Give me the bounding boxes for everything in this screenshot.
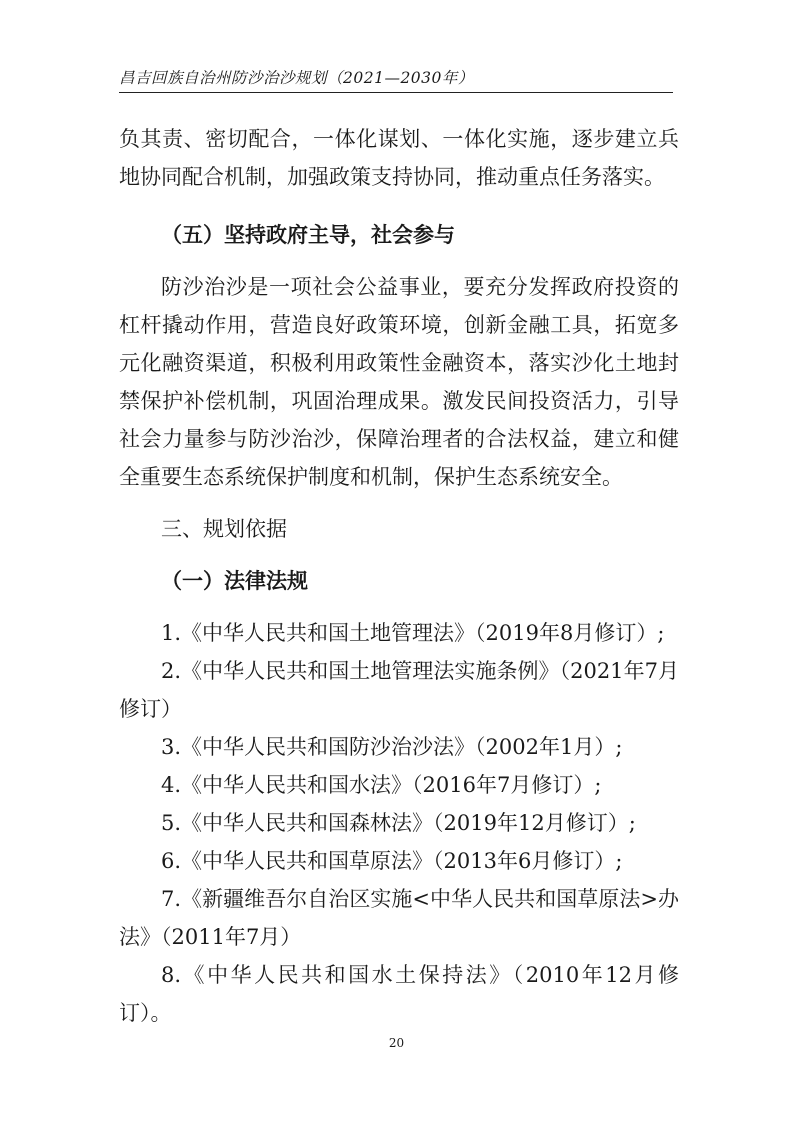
laws-list	[119, 614, 679, 1032]
section-three-heading: 三、规划依据	[161, 517, 287, 541]
heading-five: （五）坚持政府主导，社会参与	[161, 222, 455, 247]
list-item: 3.《中华人民共和国防沙治沙法》（2002年1月）;	[161, 735, 623, 759]
list-item: 6.《中华人民共和国草原法》（2013年6月修订）;	[161, 849, 623, 873]
page-number: 20	[388, 1036, 405, 1050]
list-item: 7.《新疆维吾尔自治区实施<中华人民共和国草原法>办法》（2011年7月）	[119, 887, 679, 949]
list-item: 8.《中华人民共和国水土保持法》（2010年12月修订）。	[119, 963, 679, 1025]
subsection-one-heading: （一）法律法规	[161, 568, 308, 593]
paragraph-five: 防沙治沙是一项社会公益事业，要充分发挥政府投资的杠杆撬动作用，营造良好政策环境，创新金融工具，拓宽多元化融资渠道，积极利用政策性金融资本，落实沙化土地封禁保护补偿机制，巩固治理成果。激发民间投资活力，引导社会力量参与防沙治沙，保障治理者的合法权益，建立和健全重要生态系统保护制度和机制，保护生态系统安全。	[119, 275, 679, 489]
running-header: 昌吉回族自治州防沙治沙规划（2021—2030年）	[119, 66, 673, 93]
list-item: 4.《中华人民共和国水法》（2016年7月修订）;	[161, 773, 602, 797]
list-item: 1.《中华人民共和国土地管理法》（2019年8月修订）;	[161, 621, 665, 645]
continued-paragraph: 负其责、密切配合，一体化谋划、一体化实施，逐步建立兵地协同配合机制，加强政策支持协同，推动重点任务落实。	[119, 127, 679, 189]
list-item: 2.《中华人民共和国土地管理法实施条例》（2021年7月修订）	[119, 659, 679, 721]
list-item: 5.《中华人民共和国森林法》（2019年12月修订）;	[161, 811, 636, 835]
page-body	[119, 120, 679, 1032]
